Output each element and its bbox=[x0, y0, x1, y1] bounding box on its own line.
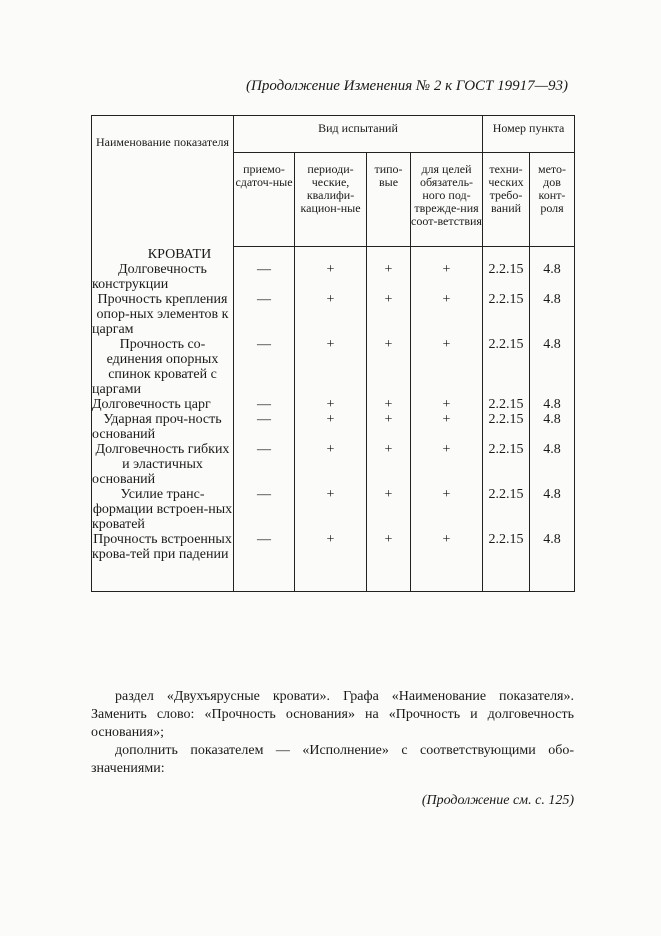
table-row bbox=[92, 397, 575, 412]
test-mark: + bbox=[367, 397, 411, 412]
indicator-name: Прочность крепления опор-ных элементов к царгам bbox=[92, 292, 234, 337]
test-mark: + bbox=[411, 262, 483, 292]
test-mark: — bbox=[234, 337, 295, 397]
indicator-name: Усилие транс-формации встроен-ных кроватей bbox=[92, 486, 233, 532]
table-row bbox=[92, 262, 575, 292]
test-mark: — bbox=[234, 262, 295, 292]
clause-number: 4.8 bbox=[530, 262, 575, 292]
sub-header-acceptance: приемо-сдаточ-ные bbox=[234, 153, 295, 247]
test-mark: — bbox=[234, 412, 295, 442]
test-mark: — bbox=[234, 442, 295, 487]
clause-number: 2.2.15 bbox=[483, 262, 530, 292]
clause-number: 4.8 bbox=[530, 292, 575, 337]
sub-header-type: типо-вые bbox=[367, 153, 411, 247]
test-mark: + bbox=[367, 412, 411, 442]
test-mark: + bbox=[367, 262, 411, 292]
test-mark: + bbox=[295, 412, 367, 442]
test-mark: + bbox=[295, 532, 367, 562]
test-mark: + bbox=[411, 412, 483, 442]
indicator-name: Прочность встроенных крова-тей при падении bbox=[92, 531, 232, 562]
test-mark: + bbox=[411, 487, 483, 532]
clause-number: 2.2.15 bbox=[483, 337, 530, 397]
test-mark: + bbox=[295, 262, 367, 292]
test-mark: + bbox=[295, 487, 367, 532]
test-mark: + bbox=[411, 337, 483, 397]
indicator-name: Прочность со-единения опорных спинок кроватей с царгами bbox=[92, 337, 234, 397]
continuation-footer: (Продолжение см. с. 125) bbox=[421, 793, 574, 808]
test-mark: + bbox=[295, 442, 367, 487]
test-mark: + bbox=[411, 292, 483, 337]
clause-number: 2.2.15 bbox=[483, 532, 530, 562]
clause-number: 4.8 bbox=[530, 487, 575, 532]
indicators-table bbox=[91, 115, 575, 592]
clause-number: 4.8 bbox=[530, 412, 575, 442]
table-row bbox=[92, 442, 575, 487]
continuation-header: (Продолжение Изменения № 2 к ГОСТ 19917—93) bbox=[246, 78, 568, 94]
test-mark: — bbox=[234, 292, 295, 337]
test-mark: + bbox=[367, 337, 411, 397]
clause-number: 2.2.15 bbox=[483, 412, 530, 442]
indicator-name: Долговечность конструкции bbox=[92, 262, 234, 292]
test-mark: + bbox=[411, 442, 483, 487]
table-row bbox=[92, 292, 575, 337]
test-mark: + bbox=[295, 292, 367, 337]
test-mark: + bbox=[411, 532, 483, 562]
test-mark: + bbox=[411, 397, 483, 412]
clause-number: 2.2.15 bbox=[483, 442, 530, 487]
paragraph-2: дополнить показателем — «Исполнение» с соответствующими обо-значениями: bbox=[91, 743, 574, 776]
clause-number: 4.8 bbox=[530, 442, 575, 487]
section-title: КРОВАТИ bbox=[92, 247, 234, 262]
tests-group-header: Вид испытаний bbox=[234, 116, 483, 153]
table-row bbox=[92, 412, 575, 442]
test-mark: + bbox=[367, 487, 411, 532]
test-mark: — bbox=[234, 397, 295, 412]
clause-number: 4.8 bbox=[530, 337, 575, 397]
sub-header-periodic: периоди-ческие, квалифи-кацион-ные bbox=[295, 153, 367, 247]
clause-number: 2.2.15 bbox=[483, 397, 530, 412]
indicator-name: Долговечность царг bbox=[92, 397, 234, 412]
clause-number: 4.8 bbox=[530, 397, 575, 412]
test-mark: + bbox=[295, 397, 367, 412]
test-mark: + bbox=[367, 532, 411, 562]
paragraph-1: раздел «Двухъярусные кровати». Графа «Наименование показателя». Заменить слово: «Прочность основания» на «Прочность и долговечность основания»; bbox=[91, 689, 574, 740]
sub-header-methods: мето-дов конт-роля bbox=[530, 153, 575, 247]
table-row bbox=[92, 532, 575, 562]
test-mark: + bbox=[295, 337, 367, 397]
clause-number: 2.2.15 bbox=[483, 487, 530, 532]
table-row bbox=[92, 337, 575, 397]
test-mark: + bbox=[367, 292, 411, 337]
indicator-name: Ударная проч-ность оснований bbox=[92, 412, 234, 442]
indicator-name: Долговечность гибких и эластичных оснований bbox=[92, 442, 234, 487]
clause-number: 2.2.15 bbox=[483, 292, 530, 337]
test-mark: — bbox=[234, 532, 295, 562]
item-group-header: Номер пункта bbox=[483, 116, 575, 153]
test-mark: + bbox=[367, 442, 411, 487]
table-row bbox=[92, 487, 575, 532]
sub-header-tech-req: техни-ческих требо-ваний bbox=[483, 153, 530, 247]
body-text bbox=[91, 688, 574, 778]
clause-number: 4.8 bbox=[530, 532, 575, 562]
sub-header-certification: для целей обязатель-ного под-тврежде-ния соот-ветствия bbox=[411, 153, 483, 247]
test-mark: — bbox=[234, 487, 295, 532]
col-name-header: Наименование показателя bbox=[92, 116, 234, 247]
